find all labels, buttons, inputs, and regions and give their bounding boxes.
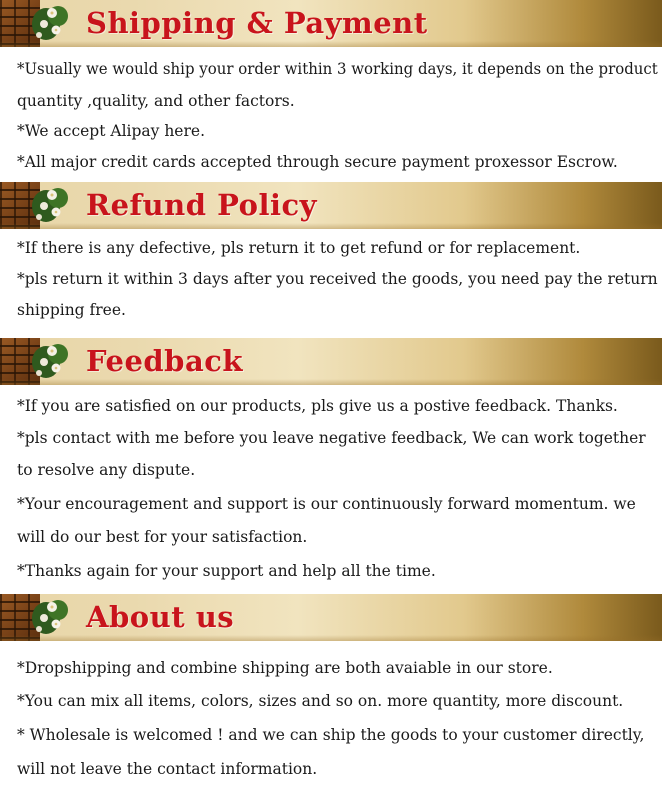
refund-line-2: *pls return it within 3 days after you received the goods, you need pay the return [17, 270, 658, 288]
feedback-title: Feedback [86, 344, 244, 378]
shipping-line-2: quantity ,quality, and other factors. [17, 92, 295, 110]
refund-policy-title: Refund Policy [86, 188, 317, 222]
feedback-line-4: *Your encouragement and support is our continuously forward momentum. we [17, 495, 636, 513]
shipping-payment-title: Shipping & Payment [86, 6, 428, 40]
feedback-line-2: *pls contact with me before you leave negative feedback, We can work together [17, 429, 646, 447]
refund-policy-banner [0, 182, 662, 229]
refund-line-1: *If there is any defective, pls return it to get refund or for replacement. [17, 239, 581, 257]
about-line-4: will not leave the contact information. [17, 760, 318, 778]
shipping-line-1: *Usually we would ship your order within 3 working days, it depends on the product [17, 60, 658, 78]
shipping-payment-banner [0, 0, 662, 47]
flower-icon [30, 2, 74, 45]
shipping-line-3: *We accept Alipay here. [17, 122, 205, 140]
feedback-line-6: *Thanks again for your support and help all the time. [17, 562, 436, 580]
feedback-line-3: to resolve any dispute. [17, 461, 196, 479]
flower-icon [30, 340, 74, 383]
flower-icon [30, 596, 74, 639]
flower-icon [30, 184, 74, 227]
feedback-line-1: *If you are satisfied on our products, pls give us a postive feedback. Thanks. [17, 397, 618, 415]
refund-line-3: shipping free. [17, 301, 126, 319]
about-us-banner [0, 594, 662, 641]
about-us-title: About us [86, 600, 235, 634]
shipping-line-4: *All major credit cards accepted through secure payment proxessor Escrow. [17, 153, 618, 171]
about-line-2: *You can mix all items, colors, sizes and so on. more quantity, more discount. [17, 692, 624, 710]
feedback-banner [0, 338, 662, 385]
about-line-3: * Wholesale is welcomed ! and we can ship the goods to your customer directly, [17, 726, 645, 744]
feedback-line-5: will do our best for your satisfaction. [17, 528, 308, 546]
about-line-1: *Dropshipping and combine shipping are both avaiable in our store. [17, 659, 553, 677]
